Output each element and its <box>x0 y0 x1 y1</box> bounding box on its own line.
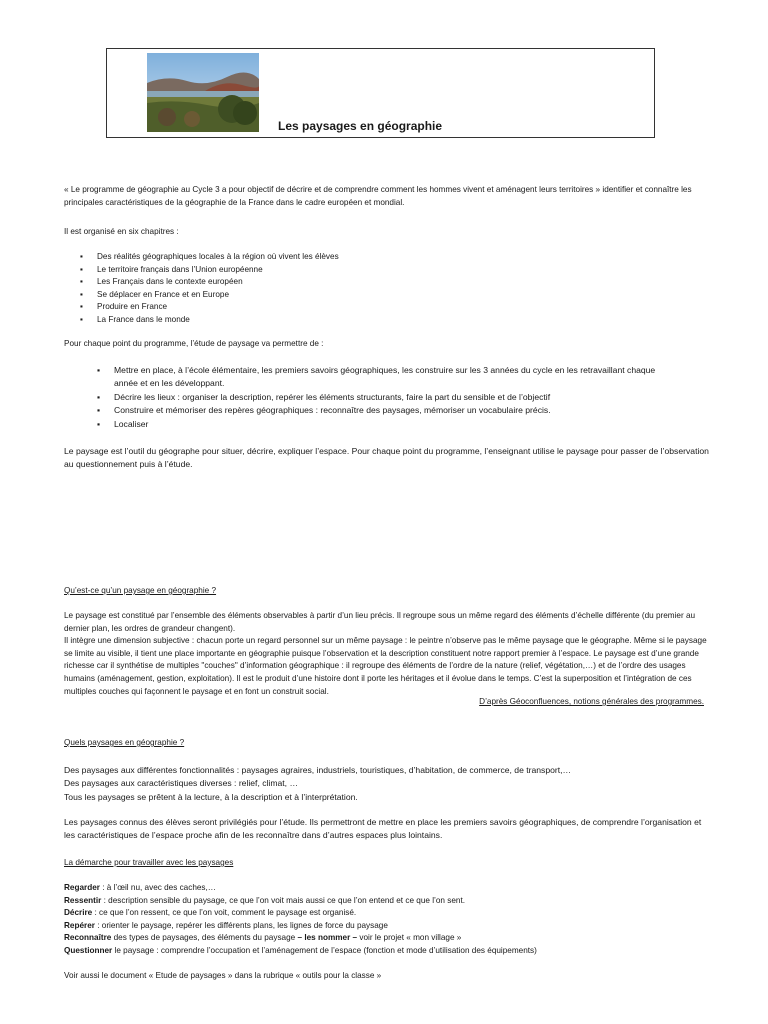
section1-source: D’après Géoconfluences, notions générales des programmes. <box>479 697 704 706</box>
bullet-icon: ▪ <box>80 264 83 274</box>
list-item: Décrire : ce que l’on ressent, ce que l’on voit, comment le paysage est organisé. <box>64 908 357 918</box>
list-item: ▪ Construire et mémoriser des repères géographiques : reconnaître des paysages, mémoriser un vocabulaire précis. <box>97 404 657 417</box>
list-item: Ressentir : description sensible du paysage, ce que l’on voit mais aussi ce que l’on entend et ce que l’on sent. <box>64 895 465 905</box>
section2-paragraph: Les paysages connus des élèves seront privilégiés pour l’étude. Ils permettront de mettre en place les premiers savoirs géographiques, de comprendre l’organisation et les caractéristiques de l’espace proche afin de les reconnaître dans d’autres espaces plus lointains. <box>64 817 702 841</box>
chapters-list <box>80 251 720 327</box>
steps-list <box>64 882 714 958</box>
footer-note: Voir aussi le document « Etude de paysages » dans la rubrique « outils pour la classe » <box>64 971 382 980</box>
section3-heading: La démarche pour travailler avec les paysages <box>64 858 234 867</box>
paysage-tool-paragraph: Le paysage est l’outil du géographe pour situer, décrire, expliquer l’espace. Pour chaque point du programme, l’enseignant utilise le paysage pour passer de l’observation au questionnement puis à l’étude. <box>64 446 709 470</box>
list-item: ▪ Les Français dans le contexte européen <box>80 276 720 289</box>
list-item: ▪ Localiser <box>97 418 657 431</box>
landscape-photo-icon <box>147 53 259 132</box>
bullet-icon: ▪ <box>80 314 83 324</box>
section2-heading: Quels paysages en géographie ? <box>64 738 185 747</box>
list-item: ▪ La France dans le monde <box>80 314 720 327</box>
list-item: Reconnaître des types de paysages, des éléments du paysage – les nommer – voir le projet « mon village » <box>64 933 462 943</box>
list-item: Questionner le paysage : comprendre l’occupation et l’aménagement de l’espace (fonction et mode d’utilisation des équipements) <box>64 945 537 955</box>
section2-line: Tous les paysages se prêtent à la lecture, à la description et à l’interprétation. <box>64 792 358 802</box>
bullet-icon: ▪ <box>97 365 101 375</box>
bullet-icon: ▪ <box>80 302 83 312</box>
section1-heading: Qu’est-ce qu’un paysage en géographie ? <box>64 586 217 595</box>
page-title: Les paysages en géographie <box>278 119 443 133</box>
goals-list <box>97 364 657 431</box>
bullet-icon: ▪ <box>97 418 101 429</box>
intro-paragraph: « Le programme de géographie au Cycle 3 a pour objectif de décrire et de comprendre comment les hommes vivent et aménagent leurs territoires » identifier et connaître les principales caractéristiques de la géographie de la France dans le cadre européen et mondial. <box>64 185 692 207</box>
goals-intro: Pour chaque point du programme, l’étude de paysage va permettre de : <box>64 339 324 348</box>
section2-line: Des paysages aux différentes fonctionnalités : paysages agraires, industriels, touristiques, d’habitation, de commerce, de transport,… <box>64 765 572 775</box>
list-item: Repérer : orienter le paysage, repérer les différents plans, les lignes de force du paysage <box>64 920 388 930</box>
header-box <box>106 48 655 138</box>
list-item: ▪ Se déplacer en France et en Europe <box>80 289 720 302</box>
list-item: ▪ Le territoire français dans l’Union européenne <box>80 264 720 277</box>
chapters-intro: Il est organisé en six chapitres : <box>64 227 179 236</box>
bullet-icon: ▪ <box>97 391 101 402</box>
bullet-icon: ▪ <box>80 252 83 261</box>
list-item: Regarder : à l’œil nu, avec des caches,… <box>64 883 216 892</box>
list-item: ▪ Des réalités géographiques locales à la région où vivent les élèves <box>80 251 720 264</box>
section1-text: Le paysage est constitué par l’ensemble des éléments observables à partir d’un lieu précis. Il regroupe sous un même regard des éléments d’échelle différente (du premier au dernier plan, les ordres de grandeur changent). Il intègre une dimension subjective : chacun porte un regard personnel sur un même paysage : le peintre n’observe pas le même paysage que le géographe. Même si le paysage se limite au visible, il tient une place importante en géographie puisque l’observation et la description constituent notre rapport premier à l’espace. Le paysage est d’une grande richesse car il synthétise de multiples "couches" d’information géographique : il regroupe des éléments de l’ordre de la nature (relief, végétation,…) et de l’ordre des usages humains (aménagement, gestion, exploitation). Il est le produit d’une histoire dont il porte les héritages et il évolue dans le temps. C’est la superposition et l’intégration de ces multiples couches qui façonnent le paysage et en font un construit social. <box>64 611 707 696</box>
list-item: ▪ Produire en France <box>80 301 720 314</box>
bullet-icon: ▪ <box>80 277 83 287</box>
section2-line: Des paysages aux caractéristiques diverses : relief, climat, … <box>64 778 299 788</box>
bullet-icon: ▪ <box>80 289 83 299</box>
list-item: ▪ Décrire les lieux : organiser la description, repérer les éléments structurants, faire la part du sensible et de l’objectif <box>97 391 657 404</box>
list-item: ▪ Mettre en place, à l’école élémentaire, les premiers savoirs géographiques, les construire sur les 3 années du cycle en les retravaillant chaque année et en les développant. <box>97 365 656 389</box>
bullet-icon: ▪ <box>97 405 101 416</box>
